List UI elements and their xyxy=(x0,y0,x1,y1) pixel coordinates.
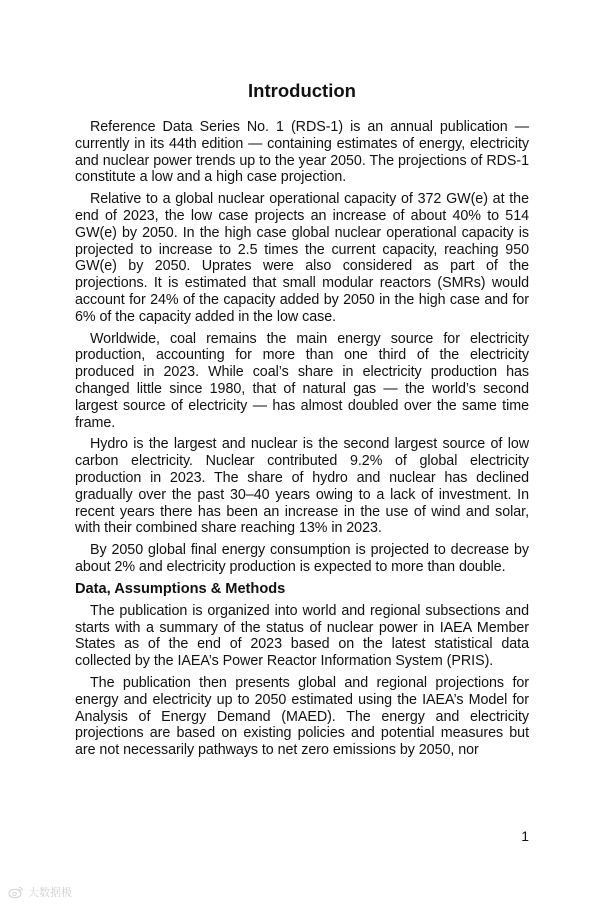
document-page xyxy=(75,0,529,906)
body-text xyxy=(75,119,529,764)
paragraph: Relative to a global nuclear operational capacity of 372 GW(e) at the end of 2023, the low case projects an increase of about 40% to 514 GW(e) by 2050. In the high case global nuclear operational capacity is projected to increase to 2.5 times the current capacity, reaching 950 GW(e) by 2050. Uprates were also considered as part of the projections. It is estimated that small modular reactors (SMRs) would account for 24% of the capacity added by 2050 in the high case and for 6% of the capacity added in the low case. xyxy=(75,191,529,325)
paragraph: Reference Data Series No. 1 (RDS-1) is an annual publication — currently in its 44th edition — containing estimates of energy, electricity and nuclear power trends up to the year 2050. The projections of RDS-1 constitute a low and a high case projection. xyxy=(75,119,529,186)
page-title: Introduction xyxy=(248,80,356,101)
page-number: 1 xyxy=(521,828,529,844)
watermark xyxy=(8,884,72,900)
paragraph: Worldwide, coal remains the main energy source for electricity production, accounting for more than one third of the electricity produced in 2023. While coal’s share in electricity production has changed little since 1980, that of natural gas — the world’s second largest source of electricity — has almost doubled over the same time frame. xyxy=(75,330,529,431)
watermark-text: 大数据极 xyxy=(28,886,72,899)
section-heading: Data, Assumptions & Methods xyxy=(75,580,286,597)
paragraph: The publication is organized into world and regional subsections and starts with a summary of the status of nuclear power in IAEA Member States as of the end of 2023 based on the latest statistical data collected by the IAEA’s Power Reactor Information System (PRIS). xyxy=(75,602,529,670)
weibo-logo-icon xyxy=(8,885,24,899)
paragraph: Hydro is the largest and nuclear is the second largest source of low carbon electricity. Nuclear contributed 9.2% of global electricity production in 2023. The share of hydro and nuclear has declined gradually over the past 30–40 years owing to a lack of investment. In recent years there has been an increase in the use of wind and solar, with their combined share reaching 13% in 2023. xyxy=(75,436,529,537)
paragraph: By 2050 global final energy consumption is projected to decrease by about 2% and electricity production is expected to more than double. xyxy=(75,542,529,575)
paragraph: The publication then presents global and regional projections for energy and electricity up to 2050 estimated using the IAEA’s Model for Analysis of Energy Demand (MAED). The energy and electricity projections are based on existing policies and potential measures but are not necessarily pathways to net zero emissions by 2050, nor xyxy=(75,674,529,759)
